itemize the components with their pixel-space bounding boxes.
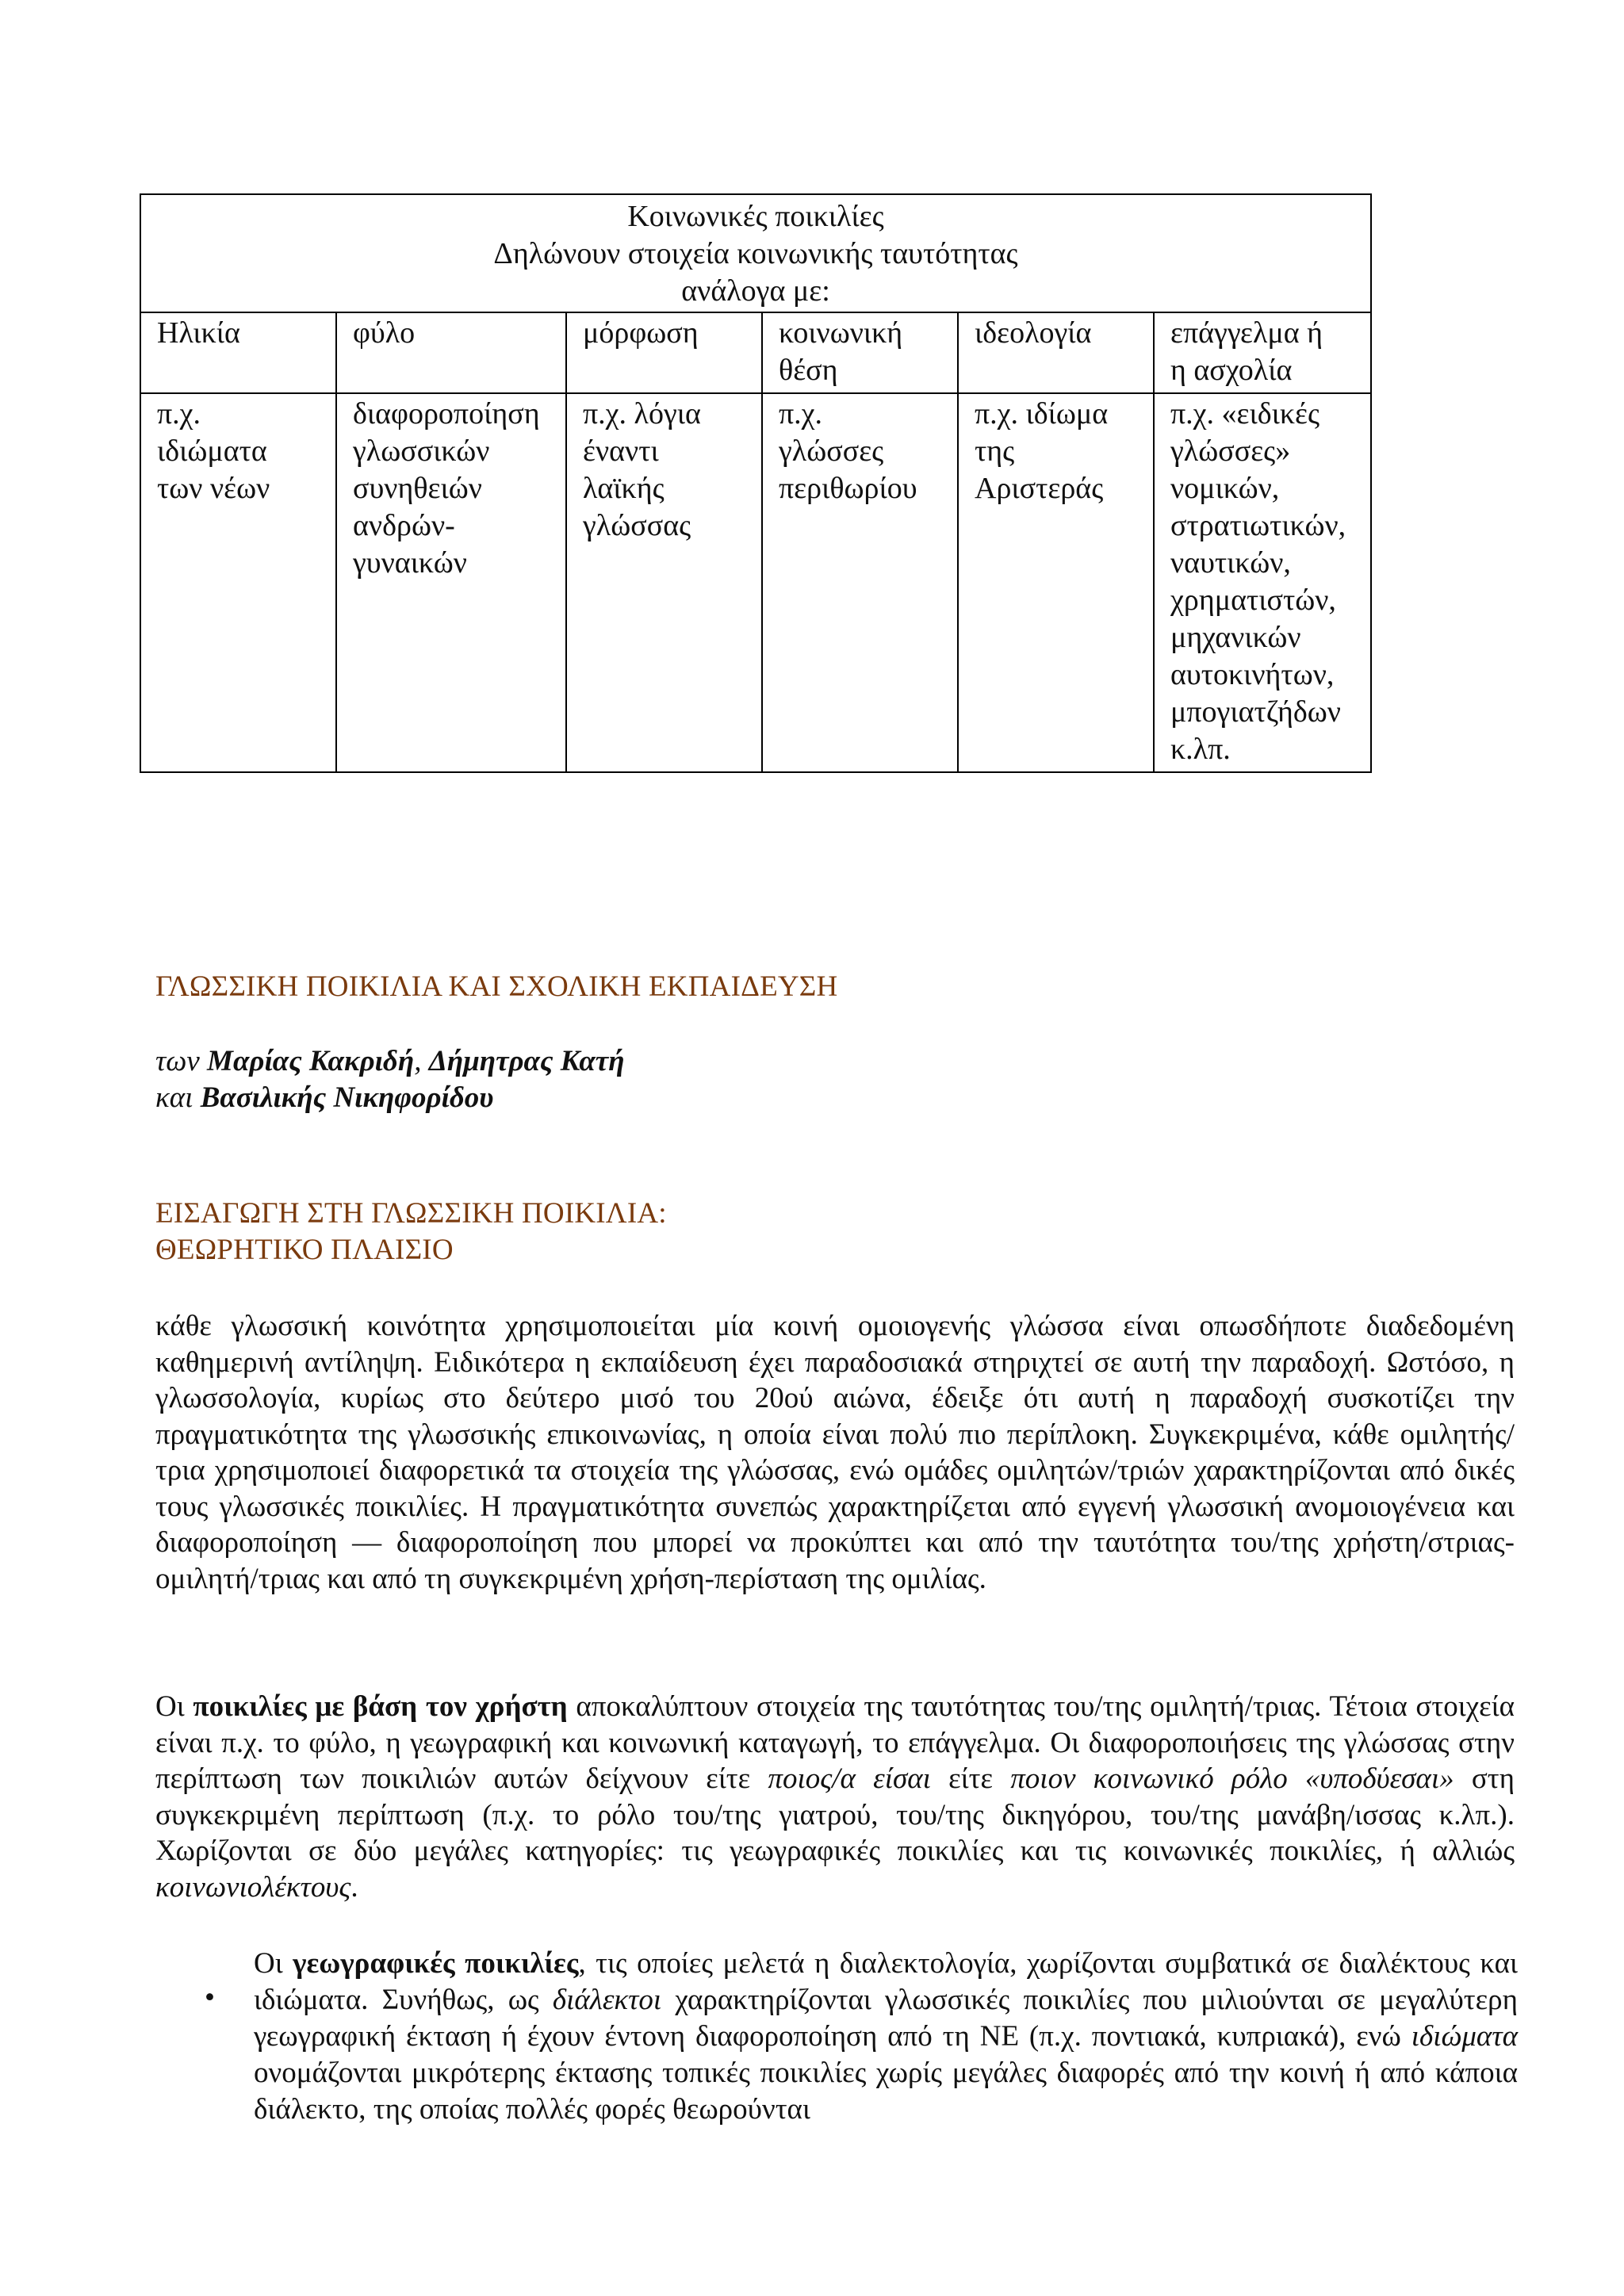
authors-line-1	[155, 1043, 625, 1080]
italic-term: ιδιώματα	[1411, 2020, 1518, 2053]
authors-separator: ,	[414, 1045, 429, 1077]
text-run: στη συγκεκριμένη περίπτωση (π.χ. το ρόλο του/της γιατρού, του/της δικηγόρου, του/της μανάβη/ισσας κ.λπ.). Χωρίζονται σε δύο μεγάλες κατηγορίες: τις γεωγραφικές ποικιλίες και τις κοινωνικές ποικιλίες, ή αλλιώς	[155, 1762, 1515, 1867]
column-label-age: Ηλικία	[140, 312, 336, 393]
author-name-2: Δήμητρας Κατή	[428, 1045, 625, 1077]
column-label-profession: επάγγελμα ή η ασχολία	[1154, 312, 1371, 393]
authors-prefix-2: και	[155, 1081, 201, 1114]
column-label-education: μόρφωση	[566, 312, 762, 393]
bullet-paragraph-geographic	[254, 1946, 1518, 2128]
table-header-cell	[140, 194, 1371, 312]
paragraph-user-varieties	[155, 1689, 1515, 1905]
authors-line	[155, 1043, 625, 1116]
section-heading: ΓΛΩΣΣΙΚΗ ΠΟΙΚΙΛΙΑ ΚΑΙ ΣΧΟΛΙΚΗ ΕΚΠΑΙΔΕΥΣΗ	[155, 970, 838, 1003]
subsection-heading-line-2: ΘΕΩΡΗΤΙΚΟ ΠΛΑΙΣΙΟ	[155, 1234, 454, 1266]
column-label-ideology: ιδεολογία	[958, 312, 1154, 393]
bullet-marker: •	[205, 1981, 215, 2014]
bold-term: γεωγραφικές ποικιλίες	[293, 1947, 579, 1980]
italic-term: ποιον κοινωνικό ρόλο «υποδύεσαι»	[1010, 1762, 1454, 1795]
text-run: ονομάζονται μικρότερης έκτασης τοπικές ποικιλίες χωρίς μεγάλες διαφορές από την κοινή ή από κάποια διάλεκτο, της οποίας πολλές φορές θεωρούνται	[254, 2057, 1518, 2126]
column-label-gender: φύλο	[336, 312, 566, 393]
author-name-1: Μαρίας Κακριδή	[207, 1045, 415, 1077]
text-run: αποκαλύπτουν στοιχεία της ταυτότητας του/της ομιλητή/τριας. Τέτοια στοιχεία είναι π.χ. το φύλο, η γεωγραφική και κοινωνική καταγωγή, το επάγγελμα. Οι διαφοροποιήσεις της γλώσσας στην περίπτωση των ποικιλιών αυτών δείχνουν είτε	[155, 1690, 1515, 1795]
example-ideology: π.χ. ιδίωμα της Αριστεράς	[958, 393, 1154, 772]
table-title: Κοινωνικές ποικιλίες	[627, 200, 884, 233]
column-label-social-status: κοινωνική θέση	[762, 312, 958, 393]
example-social-status: π.χ. γλώσσες περιθωρίου	[762, 393, 958, 772]
italic-term: διάλεκτοι	[552, 1984, 662, 2016]
text-run: Οι	[155, 1690, 193, 1723]
authors-line-2	[155, 1080, 625, 1116]
paragraph-intro: κάθε γλωσσική κοινότητα χρησιμοποιείται μία κοινή ομοιογενής γλώσσα είναι οπωσδήποτε διαδεδομένη καθημερινή αντίληψη. Ειδικότερα η εκπαίδευση έχει παραδοσιακά στηριχτεί σε αυτή την παραδοχή. Ωστόσο, η γλωσσολογία, κυρίως στο δεύτερο μισό του 20ού αιώνα, έδειξε ότι αυτή η παραδοχή συσκοτίζει την πραγματικότητα της γλωσσικής επικοινωνίας, η οποία είναι πολύ πιο περίπλοκη. Συγκεκριμένα, κάθε ομιλητής/τρια χρησιμοποιεί διαφορετικά τα στοιχεία της γλώσσας, ενώ ομάδες ομιλητών/τριών χαρακτηρίζονται από δικές τους γλωσσικές ποικιλίες. Η πραγματικότητα συνεπώς χαρακτηρίζεται από εγγενή γλωσσική ανομοιογένεια και διαφοροποίηση — διαφοροποίηση που μπορεί να προκύπτει και από την ταυτότητα του/της χρήστη/στριας-ομιλητή/τριας και από τη συγκεκριμένη χρήση-περίσταση της ομιλίας.	[155, 1310, 1515, 1595]
author-name-3: Βασιλικής Νικηφορίδου	[200, 1081, 494, 1114]
subsection-heading-line-1: ΕΙΣΑΓΩΓΗ ΣΤΗ ΓΛΩΣΣΙΚΗ ΠΟΙΚΙΛΙΑ:	[155, 1197, 667, 1230]
authors-prefix: των	[155, 1045, 208, 1077]
table-subtitle: Δηλώνουν στοιχεία κοινωνικής ταυτότητας	[493, 237, 1018, 270]
text-run: χαρακτηρίζονται γλωσσικές ποικιλίες που μιλιούνται σε μεγαλύτερη γεωγραφική έκταση ή έχουν έντονη διαφοροποίηση από τη ΝΕ (π.χ. ποντιακά, κυπριακά), ενώ	[254, 1984, 1518, 2053]
text-run: είτε	[930, 1762, 1011, 1795]
text-run: .	[350, 1870, 358, 1904]
example-education: π.χ. λόγια έναντι λαϊκής γλώσσας	[566, 393, 762, 772]
example-profession: π.χ. «ειδικές γλώσσες» νομικών, στρατιωτικών, ναυτικών, χρηματιστών, μηχανικών αυτοκινήτων, μπογιατζήδων κ.λπ.	[1154, 393, 1371, 772]
subsection-heading	[155, 1196, 667, 1269]
example-gender: διαφοροποίηση γλωσσικών συνηθειών ανδρών- γυναικών	[336, 393, 566, 772]
table-subtitle-2: ανάλογα με:	[681, 274, 830, 308]
italic-term: κοινωνιολέκτους	[155, 1870, 351, 1904]
example-age: π.χ. ιδιώματα των νέων	[140, 393, 336, 772]
italic-term: ποιος/α είσαι	[768, 1762, 931, 1795]
text-run: Οι	[254, 1947, 293, 1980]
social-varieties-table	[140, 193, 1372, 773]
text-run: , τις οποίες μελετά η διαλεκτολογία, χωρίζονται συμβατικά σε διαλέκτους και ιδιώματα. Συνήθως, ως	[254, 1947, 1518, 2016]
bold-term: ποικιλίες με βάση τον χρήστη	[193, 1690, 568, 1723]
